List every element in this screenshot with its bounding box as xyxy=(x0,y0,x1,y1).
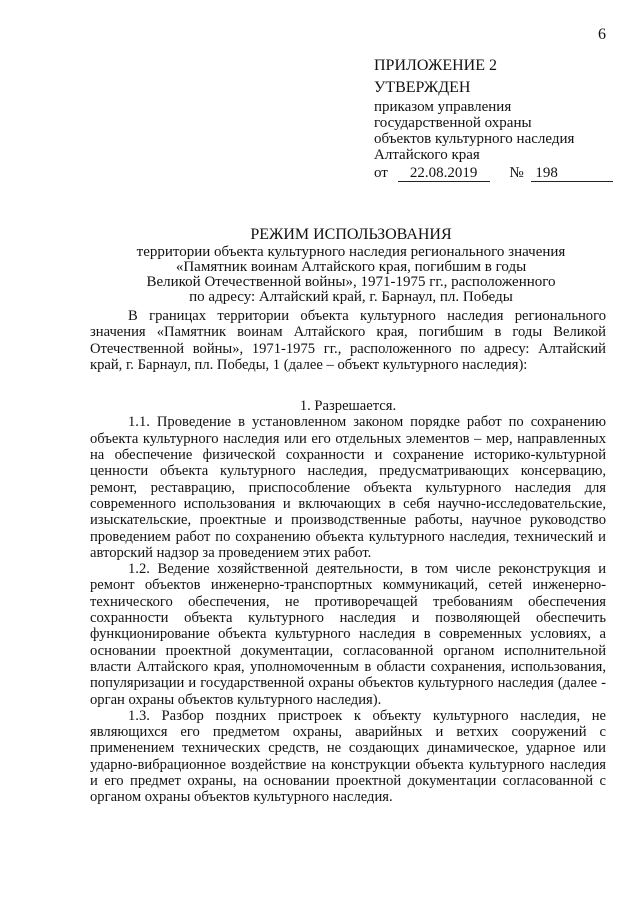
document-heading xyxy=(96,226,606,305)
order-number: 198 xyxy=(531,166,613,182)
approval-line: объектов культурного наследия xyxy=(374,131,575,147)
clause-1-1: 1.1. Проведение в установленном законом порядке работ по сохранению объекта культурного наследия или его отдельных элементов – мер, направленных на обеспечение физической сохранности и сохранение историко-культурной ценности объекта культурного наследия, предусматривающих консервацию, ремонт, реставрацию, приспособление объекта культурного наследия для современного использования и включающих в себя научно-исследовательские, изыскательские, проектные и производственные работы, научное руководство проведением работ по сохранению объекта культурного наследия, технический и авторский надзор за проведением этих работ. xyxy=(90,414,606,561)
heading-line: по адресу: Алтайский край, г. Барнаул, пл. Победы xyxy=(189,289,513,305)
approval-line: государственной охраны xyxy=(374,115,532,131)
document-body xyxy=(90,308,606,806)
annex-label: ПРИЛОЖЕНИЕ 2 xyxy=(374,57,498,74)
heading-line: «Памятник воинам Алтайского края, погибшим в годы xyxy=(175,259,527,275)
approval-line: приказом управления xyxy=(374,99,512,115)
clause-1-2: 1.2. Ведение хозяйственной деятельности, в том числе реконструкция и ремонт объектов инженерно-транспортных коммуникаций, сетей инженерно-технического обеспечения, не противоречащей требованиям обеспечения сохранности объекта культурного наследия и позволяющей обеспечить функционирование объекта культурного наследия в современных условиях, а основании проектной документации, согласованной органом исполнительной власти Алтайского края, уполномоченным в области сохранения, использования, популяризации и государственной охраны объектов культурного наследия (далее - орган охраны объектов культурного наследия). xyxy=(90,561,606,708)
clause-1-3: 1.3. Разбор поздних пристроек к объекту культурного наследия, не являющихся его предметом охраны, аварийных и ветхих сооружений с применением технических средств, не создающих динамическое, ударное или ударно-вибрационное воздействие на конструкции объекта культурного наследия и его предмет охраны, на основании проектной документации согласованной с органом охраны объектов культурного наследия. xyxy=(90,707,606,806)
order-date-number-row xyxy=(374,165,624,182)
heading-line: территории объекта культурного наследия регионального значения xyxy=(136,244,566,260)
number-prefix: № xyxy=(509,165,524,181)
approved-label: УТВЕРЖДЕН xyxy=(374,79,471,96)
approval-block xyxy=(374,58,624,182)
order-date: 22.08.2019 xyxy=(398,166,490,182)
heading-line: Великой Отечественной войны», 1971-1975 гг., расположенного xyxy=(146,274,556,290)
document-title: РЕЖИМ ИСПОЛЬЗОВАНИЯ xyxy=(250,226,452,243)
intro-paragraph: В границах территории объекта культурного наследия регионального значения «Памятник воинам Алтайского края, погибшим в годы Великой Отечественной войны», 1971-1975 гг., расположенного по адресу: Алтайский край, г. Барнаул, пл. Победы, 1 (далее – объект культурного наследия): xyxy=(90,308,606,373)
page-number: 6 xyxy=(598,26,606,43)
approval-line: Алтайского края xyxy=(374,147,480,163)
date-prefix: от xyxy=(374,165,388,181)
section-heading: 1. Разрешается. xyxy=(299,398,397,415)
